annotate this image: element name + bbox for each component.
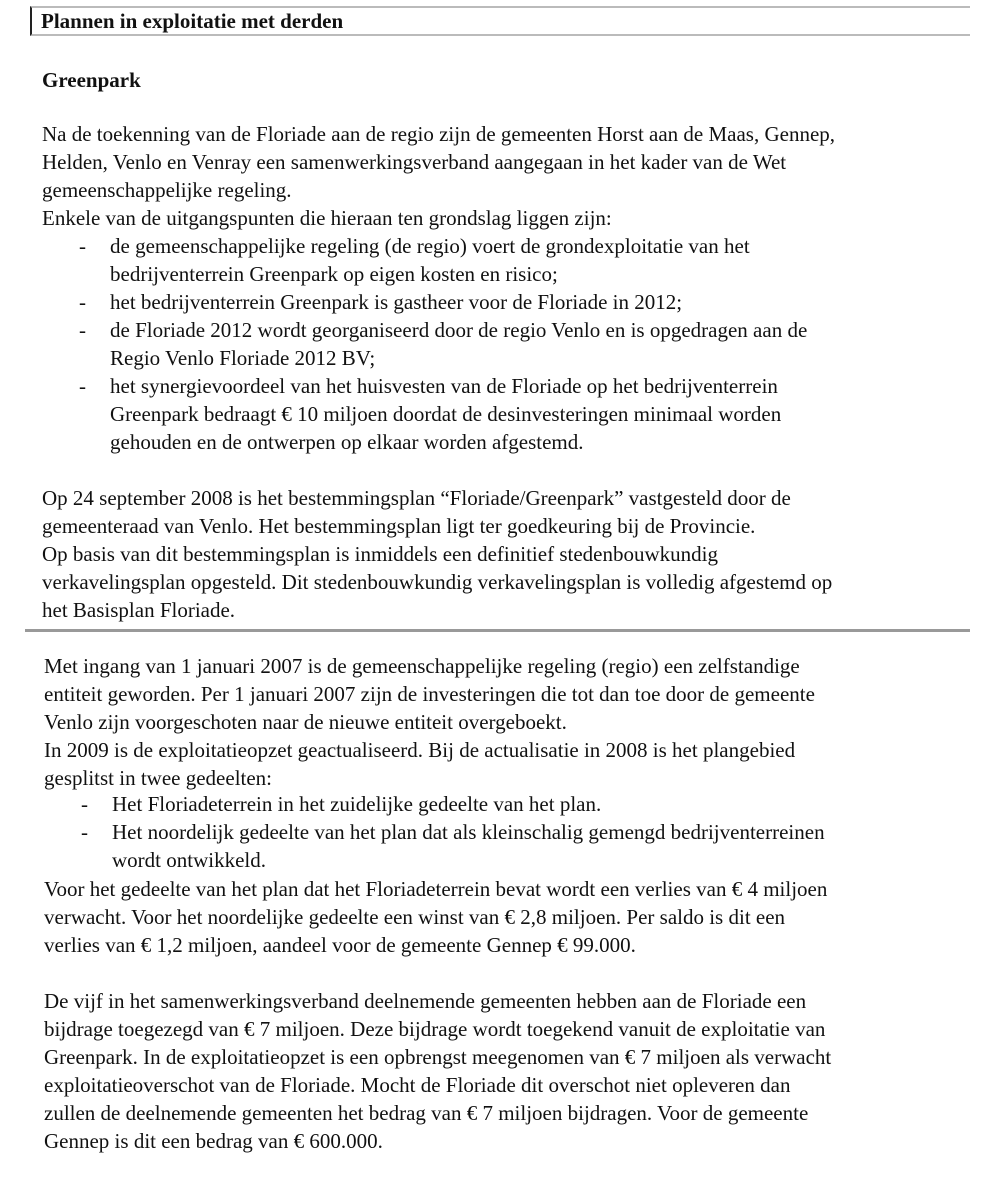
text-line: Gennep is dit een bedrag van € 600.000. <box>44 1129 383 1153</box>
text-line: Het Floriadeterrein in het zuidelijke gedeelte van het plan. <box>112 792 602 816</box>
text-line: gemeenteraad van Venlo. Het bestemmingsplan ligt ter goedkeuring bij de Provincie. <box>42 514 756 538</box>
paragraph-2 <box>42 484 972 624</box>
text-line: De vijf in het samenwerkingsverband deelnemende gemeenten hebben aan de Floriade een <box>44 989 807 1013</box>
text-line: Op basis van dit bestemmingsplan is inmiddels een definitief stedenbouwkundig <box>42 542 718 566</box>
text-line: gemeenschappelijke regeling. <box>42 178 292 202</box>
page-header <box>30 6 970 36</box>
list-item <box>42 372 972 456</box>
paragraph-1 <box>42 120 972 204</box>
list-item <box>42 288 972 316</box>
text-line: Greenpark bedraagt € 10 miljoen doordat de desinvesteringen minimaal worden <box>110 402 782 426</box>
bullet-dash: - <box>81 792 88 816</box>
text-line: Het noordelijk gedeelte van het plan dat als kleinschalig gemengd bedrijventerreinen <box>112 820 825 844</box>
list-item <box>44 818 974 874</box>
paragraph-3 <box>44 652 974 792</box>
text-line: bijdrage toegezegd van € 7 miljoen. Deze bijdrage wordt toegekend vanuit de exploitatie van <box>44 1017 826 1041</box>
text-line: Na de toekenning van de Floriade aan de regio zijn de gemeenten Horst aan de Maas, Gennep, <box>42 122 836 146</box>
text-line: verkavelingsplan opgesteld. Dit stedenbouwkundig verkavelingsplan is volledig afgestemd op <box>42 570 833 594</box>
text-line: zullen de deelnemende gemeenten het bedrag van € 7 miljoen bijdragen. Voor de gemeente <box>44 1101 809 1125</box>
text-line: de Floriade 2012 wordt georganiseerd door de regio Venlo en is opgedragen aan de <box>110 318 808 342</box>
text-line: entiteit geworden. Per 1 januari 2007 zijn de investeringen die tot dan toe door de gemeente <box>44 682 815 706</box>
bullet-list-principles <box>42 232 972 456</box>
text-line: gehouden en de ontwerpen op elkaar worden afgestemd. <box>110 430 584 454</box>
text-line: Helden, Venlo en Venray een samenwerkingsverband aangegaan in het kader van de Wet <box>42 150 787 174</box>
text-line: Venlo zijn voorgeschoten naar de nieuwe entiteit overgeboekt. <box>44 710 567 734</box>
section-title: Greenpark <box>42 68 141 92</box>
text-line: Op 24 september 2008 is het bestemmingsplan “Floriade/Greenpark” vastgesteld door de <box>42 486 791 510</box>
text-line: verwacht. Voor het noordelijke gedeelte een winst van € 2,8 miljoen. Per saldo is dit een <box>44 905 786 929</box>
bullet-dash: - <box>79 290 86 314</box>
text-line: wordt ontwikkeld. <box>112 848 266 872</box>
list-item <box>42 316 972 372</box>
text-line: het synergievoordeel van het huisvesten van de Floriade op het bedrijventerrein <box>110 374 778 398</box>
bullet-dash: - <box>79 234 86 258</box>
page-title: Plannen in exploitatie met derden <box>41 9 344 33</box>
text-line: het bedrijventerrein Greenpark is gastheer voor de Floriade in 2012; <box>110 290 683 314</box>
text-line: Voor het gedeelte van het plan dat het Floriadeterrein bevat wordt een verlies van € 4 miljoen <box>44 877 828 901</box>
text-line: gesplitst in twee gedeelten: <box>44 766 273 790</box>
section-divider <box>25 629 970 632</box>
text-line: Regio Venlo Floriade 2012 BV; <box>110 346 376 370</box>
text-line: het Basisplan Floriade. <box>42 598 236 622</box>
text-line: Greenpark. In de exploitatieopzet is een opbrengst meegenomen van € 7 miljoen als verwacht <box>44 1045 832 1069</box>
bullet-list-plan-parts <box>44 790 974 874</box>
list-item <box>44 790 974 818</box>
text-line: In 2009 is de exploitatieopzet geactualiseerd. Bij de actualisatie in 2008 is het plangebied <box>44 738 796 762</box>
bullet-dash: - <box>79 374 86 398</box>
paragraph-5 <box>44 987 974 1155</box>
text-line: Met ingang van 1 januari 2007 is de gemeenschappelijke regeling (regio) een zelfstandige <box>44 654 800 678</box>
text-line: bedrijventerrein Greenpark op eigen kosten en risico; <box>110 262 558 286</box>
text-line: exploitatieoverschot van de Floriade. Mocht de Floriade dit overschot niet opleveren dan <box>44 1073 791 1097</box>
text-line: de gemeenschappelijke regeling (de regio) voert de grondexploitatie van het <box>110 234 750 258</box>
list-item <box>42 232 972 288</box>
text-line: verlies van € 1,2 miljoen, aandeel voor de gemeente Gennep € 99.000. <box>44 933 636 957</box>
intro-line: Enkele van de uitgangspunten die hieraan ten grondslag liggen zijn: <box>42 206 612 230</box>
paragraph-4 <box>44 875 974 959</box>
bullet-dash: - <box>79 318 86 342</box>
bullet-dash: - <box>81 820 88 844</box>
